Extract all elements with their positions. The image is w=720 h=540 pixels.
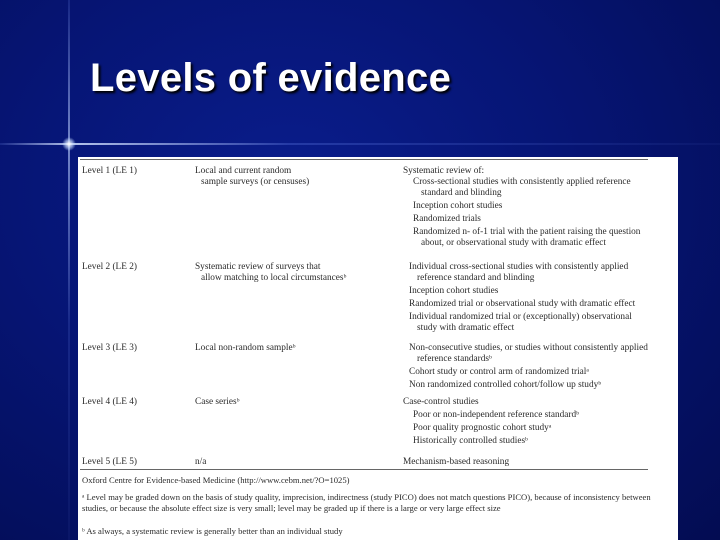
diagnosis-cell: Systematic review of: Cross-sectional studies with consistently applied reference standard and blinding Inception cohort studies Randomized trials Randomized n- of-1 trial with the patient raising the question about, or observational study with dramatic effect — [403, 166, 641, 248]
prevalence-cell: Systematic review of surveys that allow matching to local circumstancesᵇ — [195, 262, 347, 283]
evidence-table-image — [78, 157, 678, 540]
prevalence-cell: Local non-random sampleᵇ — [195, 343, 296, 353]
table-source: Oxford Centre for Evidence-based Medicine (http://www.cebm.net/?O=1025) — [82, 475, 350, 485]
level-label: Level 2 (LE 2) — [82, 262, 137, 272]
table-footnote-a: ᵃ Level may be graded down on the basis of study quality, imprecision, indirectness (study PICO) does not match questions PICO), because of inconsistency between studies, or because the absolute effect size is very small; level may be graded up if there is a large or very large effect size — [82, 492, 651, 513]
table-bottom-rule — [80, 469, 648, 470]
diagnosis-cell: Non-consecutive studies, or studies without consistently applied reference standardsᵇ Cohort study or control arm of randomized trialᵃ Non randomized controlled cohort/follow up studyᵇ — [409, 343, 648, 390]
decorative-vertical-line — [68, 0, 70, 540]
slide-title: Levels of evidence — [90, 56, 452, 100]
prevalence-cell: Case seriesᵇ — [195, 397, 240, 407]
decorative-horizontal-line — [0, 143, 720, 145]
level-label: Level 4 (LE 4) — [82, 397, 137, 407]
level-label: Level 5 (LE 5) — [82, 457, 137, 467]
prevalence-cell: Local and current random sample surveys (or censuses) — [195, 166, 310, 187]
table-top-rule — [80, 159, 648, 160]
table-footnote-b: ᵇ As always, a systematic review is generally better than an individual study — [82, 526, 343, 536]
diagnosis-cell: Mechanism-based reasoning — [403, 457, 510, 467]
diagnosis-cell: Case-control studies Poor or non-independent reference standardᵇ Poor quality prognostic cohort studyᵃ Historically controlled studiesᵇ — [403, 397, 580, 446]
level-label: Level 3 (LE 3) — [82, 343, 137, 353]
level-label: Level 1 (LE 1) — [82, 166, 137, 176]
diagnosis-cell: Individual cross-sectional studies with consistently applied reference standard and blinding Inception cohort studies Randomized trial or observational study with dramatic effect Individual randomized trial or (exceptionally) observational study with dramatic effect — [409, 262, 636, 333]
prevalence-cell: n/a — [195, 457, 207, 467]
decorative-sparkle — [62, 137, 76, 151]
